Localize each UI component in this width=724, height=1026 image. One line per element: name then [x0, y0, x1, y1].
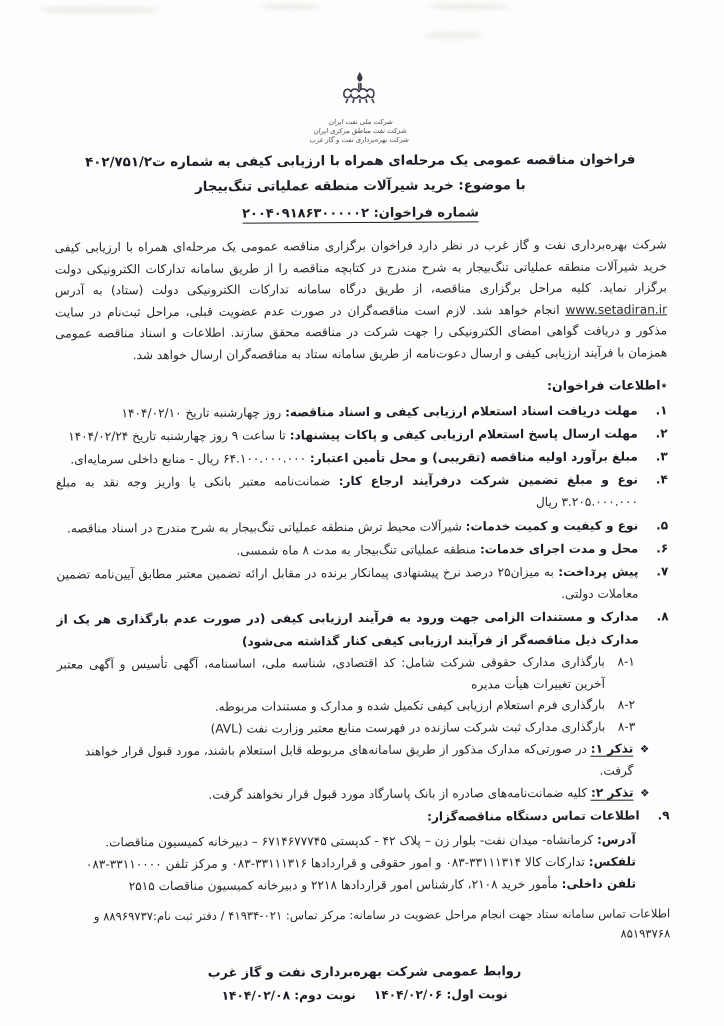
- item-text: ۶۴.۱۰۰.۰۰۰.۰۰۰ ریال - منابع داخلی سرمایه‌ای.: [71, 451, 311, 466]
- item-text: ضمانت‌نامه معتبر بانکی یا واریز وجه نقد به مبلغ ۳.۲۰۵.۰۰۰.۰۰۰ ریال: [57, 474, 639, 509]
- item-text: منطقه عملیاتی تنگ‌بیجار به مدت ۸ ماه شمسی.: [237, 542, 481, 557]
- diamond-bullet-icon: ❖: [634, 782, 650, 805]
- note-label: تذکر ۱:: [592, 742, 635, 757]
- item-number: ۲.: [639, 422, 669, 444]
- internal-phone-text: مأمور خرید ۲۱۰۸، کارشناس امور قراردادها ۲۲۱۸ و دبیرخانه کمیسیون مناقصات ۲۵۱۵: [130, 877, 563, 893]
- sub-item: [58, 651, 670, 698]
- call-number-text: شماره فراخوان: ۲۰۰۴۰۹۱۸۶۳۰۰۰۰۰۲: [243, 205, 480, 223]
- sub-item-number: ۸-۳: [606, 717, 636, 739]
- sub-item-text: بارگذاری مدارک ثبت شرکت سازنده در فهرست منابع معتبر وزارت نفت (AVL): [58, 717, 606, 742]
- nioc-flame-logo-icon: [339, 70, 383, 118]
- address-text: کرمانشاه- میدان نفت- بلوار زن – پلاک ۴۲ - کدپستی ۶۷۱۴۶۷۷۷۴۵ – دبیرخانه کمیسیون مناقصات.: [106, 832, 598, 849]
- note-line: [58, 782, 670, 808]
- letterhead: [55, 68, 667, 146]
- item-label: مدارک و مستندات الزامی جهت ورود به فرآیند ارزیابی کیفی (در صورت عدم بارگذاری هر یک از مدارک ذیل مناقصه‌گر از فرآیند ارزیابی کیفی کنار گذاشته می‌شود): [58, 610, 640, 648]
- sub-item: [58, 717, 670, 742]
- address-label: آدرس:: [598, 832, 637, 846]
- sub-item-number: ۸-۲: [606, 695, 636, 717]
- sub-item-number: ۸-۱: [606, 651, 636, 695]
- note-line: [58, 738, 670, 785]
- note-label: تذکر ۲:: [592, 785, 635, 800]
- sub-item-text: بارگذاری مدارک حقوقی شرکت شامل: کد اقتصادی، شناسه ملی، اساسنامه، آگهی تأسیس و آگهی معتبر آخرین تغییرات هیأت مدیره: [58, 652, 606, 698]
- internal-phone-label: تلفن داخلی:: [563, 877, 637, 891]
- list-item: [57, 422, 669, 447]
- telefax-line: [59, 850, 671, 875]
- item-number: ۸.: [640, 606, 670, 651]
- second-round-date: نوبت دوم: ۱۴۰۴/۰۲/۰۸: [223, 988, 357, 1003]
- item-label: پیش پرداخت:: [559, 565, 639, 579]
- diamond-bullet-icon: ❖: [634, 738, 650, 782]
- sub-item: [58, 695, 670, 720]
- tender-title-line2: با موضوع: خرید شیرآلات منطقه عملیاتی تنگ‌بیجار: [55, 177, 667, 195]
- public-relations-line: روابط عمومی شرکت بهره‌برداری نفت و گاز غرب: [59, 964, 671, 982]
- company-line-1: شرکت ملی نفت ایران: [56, 116, 669, 128]
- item-number: ۹.: [641, 805, 671, 827]
- list-item: [56, 399, 668, 424]
- list-item: [57, 560, 669, 608]
- item-label: نوع و کیفیت و کمیت خدمات:: [467, 518, 640, 533]
- item-label: مهلت ارسال پاسخ استعلام ارزیابی کیفی و پاکات پیشنهاد:: [291, 426, 639, 442]
- call-number-line: [55, 204, 667, 222]
- item-number: ۳.: [639, 445, 669, 467]
- list-item: [57, 445, 669, 470]
- item-text: به میزان۲۵ درصد نرخ پیشنهادی پیمانکار برنده در مقابل ارائه تضمین معتبر مطابق آیین‌نامه تضمین معاملات دولتی.: [57, 565, 639, 601]
- sub-item-text: بارگذاری فرم استعلام ارزیابی کیفی تکمیل شده و مدارک و مستندات مربوطه.: [58, 695, 606, 720]
- intro-text-before-url: شرکت بهره‌برداری نفت و گاز غرب در نظر دارد فراخوان برگزاری مناقصه عمومی یک مرحله‌ای همراه با ارزیابی کیفی خرید شیرآلات منطقه عملیاتی تنگ‌بیجار به شرح مندرج در کتابچه مناقصه را از طریق سامانه تدارکات الکترونیکی دولت برگزار نماید. کلیه مراحل برگزاری مناقصه، از طریق درگاه سامانه تدارکات الکترونیکی دولت (ستاد) به آدرس: [56, 237, 668, 297]
- list-item: [57, 537, 669, 562]
- tender-title-line1: فراخوان مناقصه عمومی یک مرحله‌ای همراه با ارزیابی کیفی به شماره ت۴۰۲/۷۵۱/۲: [55, 152, 667, 170]
- setadiran-url: www.setadiran.ir: [566, 302, 668, 317]
- item-label: نوع و مبلغ تضمین شرکت درفرآیند ارجاع کار:: [340, 473, 639, 489]
- item-number: ۴.: [639, 469, 669, 514]
- item-number: ۵.: [639, 514, 669, 536]
- info-section-heading: ٭اطلاعات فراخوان:: [56, 377, 668, 395]
- list-item: [59, 805, 671, 830]
- item-label: اطلاعات تماس دستگاه مناقصه‌گزار:: [428, 809, 641, 824]
- company-line-2: شرکت نفت مناطق مرکزی ایران: [55, 125, 668, 137]
- item-text: روز چهارشنبه تاریخ ۱۴۰۴/۰۲/۱۰: [122, 405, 286, 420]
- intro-paragraph: [56, 234, 669, 367]
- setad-contact-line: اطلاعات تماس سامانه ستاد جهت انجام مراحل عضویت در سامانه: مرکز تماس: ۰۲۱-۴۱۹۳۴ / دفتر ثبت نام:۸۸۹۶۹۷۳۷ و ۸۵۱۹۳۷۶۸: [59, 904, 671, 947]
- list-item: [57, 514, 669, 539]
- item-text: تا ساعت ۹ روز چهارشنبه تاریخ ۱۴۰۴/۰۲/۲۴: [69, 428, 291, 443]
- company-line-3: شرکت بهره‌برداری نفت و گاز غرب: [54, 134, 667, 146]
- telefax-text: تدارکات کالا ⁦۰۸۳-۳۳۱۱۱۳۱۴⁩ و امور حقوقی و قراردادها ⁦۰۸۳-۳۳۱۱۱۳۱۶⁩ و مرکز تلفن ⁦۰۸۳-۳۳۱۱۰۰۰۰⁩: [87, 855, 590, 872]
- address-line: [59, 828, 671, 853]
- item-number: ۶.: [639, 537, 669, 559]
- item-number: ۷.: [639, 560, 669, 605]
- item-label: مهلت دریافت اسناد استعلام ارزیابی کیفی و اسناد مناقصه:: [286, 403, 639, 419]
- item-number: ۱.: [638, 399, 668, 421]
- list-item: [58, 606, 670, 654]
- company-name-lines: [54, 116, 669, 146]
- note-text: کلیه ضمانت‌نامه‌های صادره از بانک پاسارگاد مورد قبول قرار نخواهند گرفت.: [209, 785, 592, 801]
- list-item: [57, 469, 669, 517]
- internal-phone-line: [59, 872, 671, 897]
- telefax-label: تلفکس:: [590, 854, 637, 868]
- item-label: محل و مدت اجرای خدمات:: [481, 541, 639, 556]
- item-label: مبلغ برآورد اولیه مناقصه (تقریبی) و محل تأمین اعتبار:: [311, 450, 639, 466]
- first-round-date: نوبت اول: ۱۴۰۴/۰۲/۰۶: [375, 987, 509, 1002]
- note-text: در صورتی‌که مدارک مذکور از طریق سامانه‌های مربوطه قابل استعلام باشند، مورد قبول قرار خواهند گرفت.: [86, 742, 635, 778]
- intro-text-after-url: انجام خواهد شد. لازم است مناقصه‌گران در صورت عدم عضویت قبلی، مراحل ثبت‌نام در سایت مذکور و دریافت گواهی امضای الکترونیکی را جهت شرکت در مناقصه محقق سازند. اطلاعات و اسناد مناقصه عمومی همزمان با فرآیند ارزیابی کیفی و ارسال دعوت‌نامه از طریق سامانه ستاد به مناقصه‌گران ارسال خواهد شد.: [56, 303, 668, 362]
- publication-dates: [60, 987, 672, 1004]
- tender-info-list: [56, 399, 671, 898]
- item-text: شیرآلات محیط ترش منطقه عملیاتی تنگ‌بیجار به شرح مندرج در اسناد مناقصه.: [68, 519, 467, 535]
